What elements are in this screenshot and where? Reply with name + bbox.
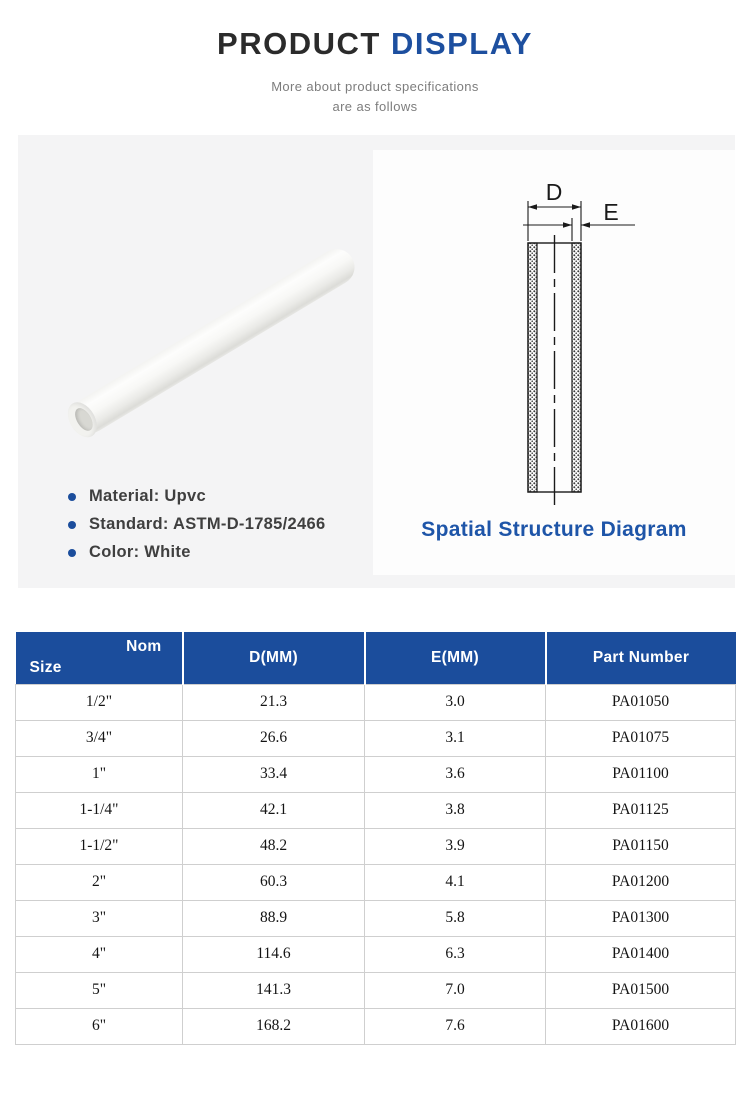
cell-part-number: PA01300 xyxy=(546,900,736,936)
header-d-mm: D(MM) xyxy=(183,632,365,684)
bullet-dot-icon xyxy=(68,493,76,501)
cell-d-mm: 114.6 xyxy=(183,936,365,972)
bullet-dot-icon xyxy=(68,549,76,557)
table-row xyxy=(16,684,736,720)
cell-d-mm: 26.6 xyxy=(183,720,365,756)
dim-label-d: D xyxy=(545,179,563,205)
spec-standard: Standard: ASTM-D-1785/2466 xyxy=(89,515,326,533)
table-row xyxy=(16,900,736,936)
header-corner-cell xyxy=(16,632,183,684)
product-section xyxy=(18,135,735,588)
page-title-accent: DISPLAY xyxy=(390,26,533,61)
pipe-cross-section-drawing xyxy=(373,150,735,515)
table-row xyxy=(16,792,736,828)
cell-d-mm: 33.4 xyxy=(183,756,365,792)
table-row xyxy=(16,864,736,900)
product-spec-list xyxy=(68,487,325,562)
page-title xyxy=(0,26,750,62)
header-size: Size xyxy=(29,658,62,676)
bullet-dot-icon xyxy=(68,521,76,529)
spec-color: Color: White xyxy=(89,543,191,561)
cell-d-mm: 48.2 xyxy=(183,828,365,864)
pipe-wall-right xyxy=(572,243,581,492)
spec-table-body xyxy=(16,684,736,1044)
header-nom: Nom xyxy=(126,638,162,655)
cell-size: 2" xyxy=(16,864,183,900)
cell-size: 1-1/2" xyxy=(16,828,183,864)
table-row xyxy=(16,756,736,792)
pipe-wall-left xyxy=(528,243,537,492)
page-title-primary: PRODUCT xyxy=(217,26,381,61)
cell-e-mm: 3.1 xyxy=(365,720,546,756)
cell-part-number: PA01500 xyxy=(546,972,736,1008)
cell-size: 1/2" xyxy=(16,684,183,720)
spec-material: Material: Upvc xyxy=(89,487,206,505)
cell-size: 4" xyxy=(16,936,183,972)
spec-table-header xyxy=(16,632,736,684)
cell-e-mm: 3.6 xyxy=(365,756,546,792)
cell-part-number: PA01600 xyxy=(546,1008,736,1044)
list-item xyxy=(68,515,325,534)
cell-e-mm: 3.0 xyxy=(365,684,546,720)
cell-e-mm: 3.8 xyxy=(365,792,546,828)
cell-size: 1" xyxy=(16,756,183,792)
page-subtitle xyxy=(0,77,750,117)
cell-part-number: PA01100 xyxy=(546,756,736,792)
cell-size: 5" xyxy=(16,972,183,1008)
cell-part-number: PA01400 xyxy=(546,936,736,972)
table-row xyxy=(16,936,736,972)
cell-part-number: PA01150 xyxy=(546,828,736,864)
pvc-pipe-image xyxy=(66,242,361,439)
cell-e-mm: 3.9 xyxy=(365,828,546,864)
cell-size: 6" xyxy=(16,1008,183,1044)
header-e-mm: E(MM) xyxy=(365,632,546,684)
cell-d-mm: 168.2 xyxy=(183,1008,365,1044)
cell-size: 3/4" xyxy=(16,720,183,756)
header-part-number: Part Number xyxy=(546,632,736,684)
list-item xyxy=(68,487,325,506)
cell-e-mm: 7.0 xyxy=(365,972,546,1008)
cell-d-mm: 88.9 xyxy=(183,900,365,936)
diagram-caption: Spatial Structure Diagram xyxy=(421,518,687,541)
cell-e-mm: 7.6 xyxy=(365,1008,546,1044)
cell-part-number: PA01125 xyxy=(546,792,736,828)
spatial-structure-panel xyxy=(373,150,735,575)
cell-d-mm: 60.3 xyxy=(183,864,365,900)
page-subtitle-line1: More about product specifications xyxy=(271,79,479,94)
page-subtitle-line2: are as follows xyxy=(332,99,418,115)
cell-e-mm: 5.8 xyxy=(365,900,546,936)
cell-size: 1-1/4" xyxy=(16,792,183,828)
cell-size: 3" xyxy=(16,900,183,936)
cell-part-number: PA01075 xyxy=(546,720,736,756)
page-header xyxy=(0,26,750,117)
product-photo xyxy=(18,135,373,475)
spec-table xyxy=(15,632,736,1045)
list-item xyxy=(68,543,325,562)
cell-d-mm: 42.1 xyxy=(183,792,365,828)
cell-part-number: PA01050 xyxy=(546,684,736,720)
table-row xyxy=(16,1008,736,1044)
table-row xyxy=(16,972,736,1008)
cell-part-number: PA01200 xyxy=(546,864,736,900)
table-row xyxy=(16,720,736,756)
cell-e-mm: 4.1 xyxy=(365,864,546,900)
cell-d-mm: 21.3 xyxy=(183,684,365,720)
dim-label-e: E xyxy=(603,199,619,225)
table-row xyxy=(16,828,736,864)
cell-e-mm: 6.3 xyxy=(365,936,546,972)
cell-d-mm: 141.3 xyxy=(183,972,365,1008)
